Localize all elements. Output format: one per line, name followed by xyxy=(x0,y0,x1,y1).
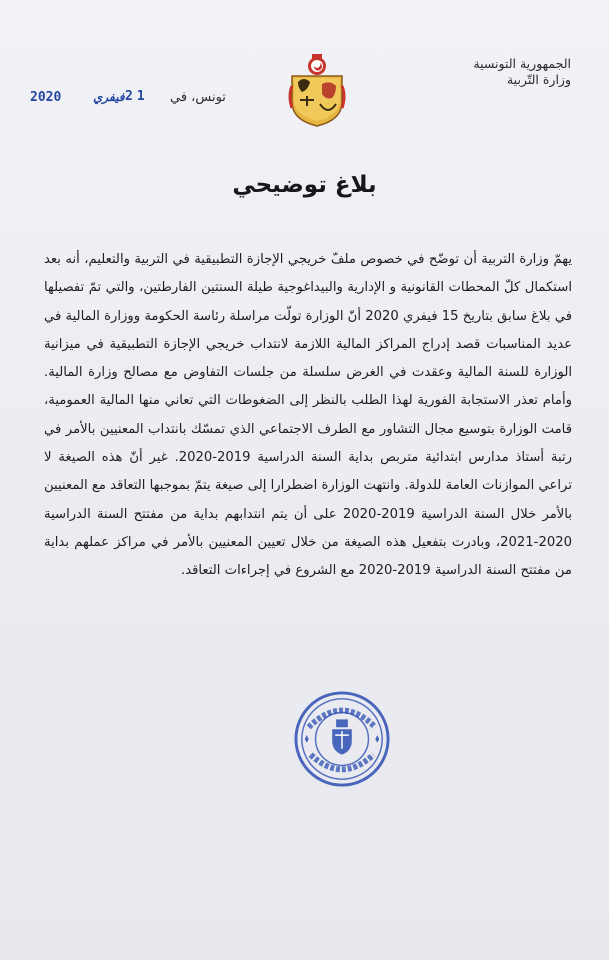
date-city-label: تونس، في xyxy=(170,90,226,105)
ministry-header xyxy=(473,56,571,88)
ministry-line-education: وزارة التّربية xyxy=(506,72,571,87)
ministry-line-republic: الجمهورية التونسية xyxy=(473,56,571,71)
date-day: 21 xyxy=(125,89,149,104)
date-year: 2020 xyxy=(30,90,62,105)
document-title: بلاغ توضيحي xyxy=(232,172,377,198)
official-seal-icon xyxy=(293,690,391,788)
date-line xyxy=(30,88,230,110)
tunisia-coat-of-arms-icon xyxy=(288,52,346,128)
document-body: يهمّ وزارة التربية أن توضّح في خصوص ملفّ خريجي الإجازة التطبيقية في التربية والتعليم، أنه بعد استكمال كلّ المحطات القانونية و الإدارية والبيداغوجية طيلة السنتين الفارطتين، والتي تمّ تفصيلها في بلاغ سابق بتاريخ 15 فيفري 2020 أنّ الوزارة تولّت مراسلة رئاسة الحكومة ووزارة المالية في عديد المناسبات قصد إدراج المراكز المالية اللازمة لانتداب خريجي الإجازة التطبيقية في ميزانية الوزارة للسنة المالية وعقدت في الغرض سلسلة من جلسات التفاوض مع مصالح وزارة المالية. وأمام تعذر الاستجابة الفورية لهذا الطلب بالنظر إلى الضغوطات التي تعاني منها المالية العمومية، قامت الوزارة بتوسيع مجال التشاور مع الطرف الاجتماعي الذي تمسّك بانتداب المعنيين بالأمر في رتبة أستاذ مدارس ابتدائية متربص بداية السنة الدراسية 2019-2020. غير أنّ هذه الصيغة لا تراعي الموازنات العامة للدولة. وانتهت الوزارة اضطرارا إلى صيغة يتمّ بموجبها التعاقد مع المعنيين بالأمر خلال السنة الدراسية 2019-2020 على أن يتم انتدابهم بداية من مفتتح السنة الدراسية 2020-2021، وبادرت بتفعيل هذه الصيغة من خلال تعيين المعنيين بالأمر في مراكز عملهم بداية من مفتتح السنة الدراسية 2019-2020 مع الشروع في إجراءات التعاقد. xyxy=(44,252,573,579)
date-month: فيفري xyxy=(93,90,125,104)
